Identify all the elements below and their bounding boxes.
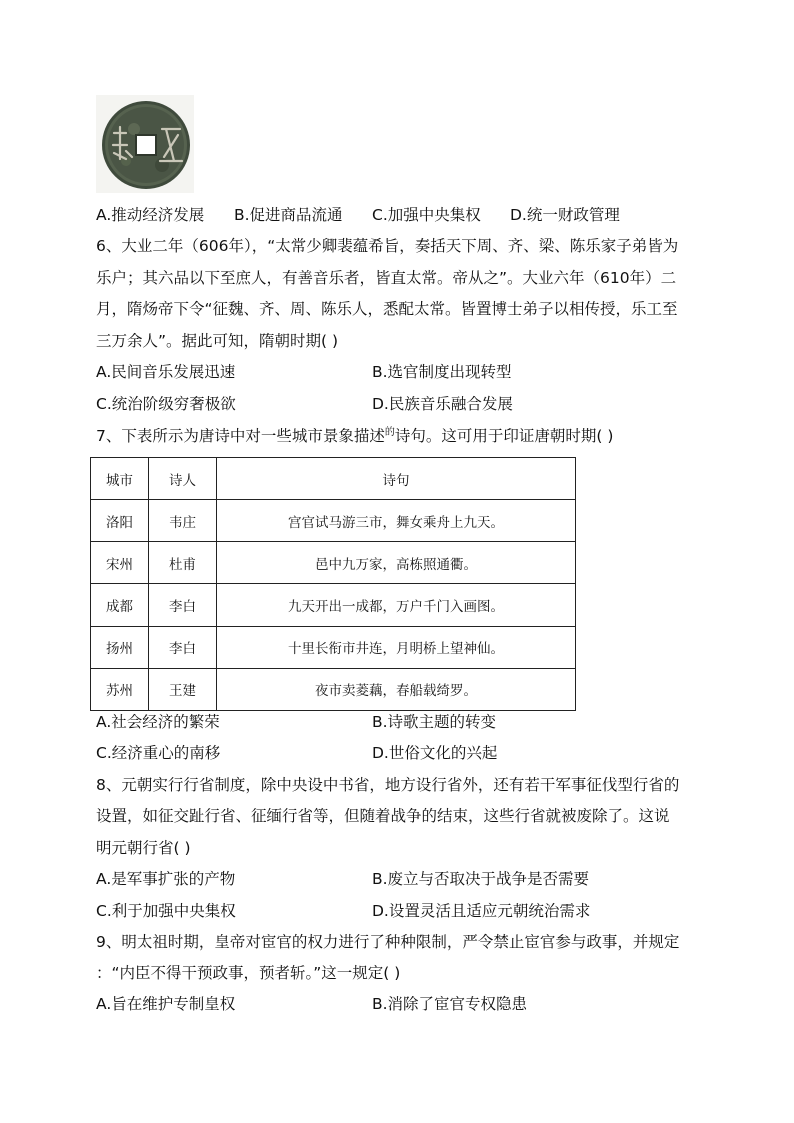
q9-option-a[interactable]: A.旨在维护专制皇权 (96, 995, 236, 1013)
coin-image (96, 95, 194, 193)
q7-stem (96, 426, 613, 449)
q8-option-c[interactable]: C.利于加强中央集权 (96, 902, 236, 920)
header-poet: 诗人 (149, 458, 217, 500)
cell-verse: 九天开出一成都，万户千门入画图。 (217, 584, 576, 626)
cell-verse: 宫官试马游三市，舞女乘舟上九天。 (217, 500, 576, 542)
table-header-row (91, 458, 576, 500)
q7-stem-after: 诗句。这可用于印证唐朝时期( ) (394, 427, 614, 445)
cell-poet: 李白 (149, 584, 217, 626)
q9-option-b[interactable]: B.消除了宦官专权隐患 (372, 995, 528, 1013)
cell-poet: 李白 (149, 626, 217, 668)
cell-city: 苏州 (91, 668, 149, 710)
cell-city: 宋州 (91, 542, 149, 584)
q8-stem-line: 8、元朝实行行省制度，除中央设中书省，地方设行省外，还有若干军事征伐型行省的 (96, 776, 680, 794)
cell-city: 成都 (91, 584, 149, 626)
q7-option-b[interactable]: B.诗歌主题的转变 (372, 713, 497, 731)
cell-verse: 夜市卖菱藕，春船载绮罗。 (217, 668, 576, 710)
cell-verse: 十里长衔市井连，月明桥上望神仙。 (217, 626, 576, 668)
q6-stem-line: 三万余人”。据此可知，隋朝时期( ) (96, 332, 339, 350)
cell-poet: 韦庄 (149, 500, 217, 542)
q7-option-c[interactable]: C.经济重心的南移 (96, 744, 221, 762)
poem-table (90, 457, 576, 711)
table-row (91, 626, 576, 668)
q7-option-a[interactable]: A.社会经济的繁荣 (96, 713, 220, 731)
q9-stem-line: ：“内臣不得干预政事，预者斩。”这一规定( ) (96, 964, 401, 982)
q6-stem-line: 乐户；其六品以下至庶人，有善音乐者，皆直太常。帝从之”。大业六年（610年）二 (96, 269, 677, 287)
q5-option-a[interactable]: A.推动经济发展 (96, 206, 205, 224)
q5-option-b[interactable]: B.促进商品流通 (234, 206, 343, 224)
q8-option-a[interactable]: A.是军事扩张的产物 (96, 870, 236, 888)
q6-option-a[interactable]: A.民间音乐发展迅速 (96, 363, 236, 381)
q6-option-d[interactable]: D.民族音乐融合发展 (372, 395, 513, 413)
q8-option-d[interactable]: D.设置灵活且适应元朝统治需求 (372, 902, 591, 920)
cell-city: 洛阳 (91, 500, 149, 542)
q8-stem-line: 设置，如征交趾行省、征缅行省等，但随着战争的结束，这些行省就被废除了。这说 (96, 807, 670, 825)
table-row (91, 542, 576, 584)
q6-option-b[interactable]: B.选官制度出现转型 (372, 363, 512, 381)
q7-stem-sup: 的 (384, 427, 395, 438)
table-row (91, 500, 576, 542)
q9-stem-line: 9、明太祖时期，皇帝对宦官的权力进行了种种限制，严令禁止宦官参与政事，并规定 (96, 933, 680, 951)
header-verse: 诗句 (217, 458, 576, 500)
q5-option-c[interactable]: C.加强中央集权 (372, 206, 481, 224)
cell-verse: 邑中九万家，高栋照通衢。 (217, 542, 576, 584)
cell-city: 扬州 (91, 626, 149, 668)
q6-option-c[interactable]: C.统治阶级穷奢极欲 (96, 395, 236, 413)
q7-option-d[interactable]: D.世俗文化的兴起 (372, 744, 498, 762)
q5-option-d[interactable]: D.统一财政管理 (510, 206, 620, 224)
cell-poet: 杜甫 (149, 542, 217, 584)
q7-stem-before: 7、下表所示为唐诗中对一些城市景象描述 (96, 427, 385, 445)
header-city: 城市 (91, 458, 149, 500)
table-row (91, 584, 576, 626)
q6-stem-line: 6、大业二年（606年），“太常少卿裴蕴希旨，奏括天下周、齐、梁、陈乐家子弟皆为 (96, 237, 679, 255)
q8-stem-line: 明元朝行省( ) (96, 839, 191, 857)
q6-stem-line: 月，隋炀帝下令“征魏、齐、周、陈乐人，悉配太常。皆置博士弟子以相传授，乐工至 (96, 300, 678, 318)
cell-poet: 王建 (149, 668, 217, 710)
q8-option-b[interactable]: B.废立与否取决于战争是否需要 (372, 870, 590, 888)
table-row (91, 668, 576, 710)
